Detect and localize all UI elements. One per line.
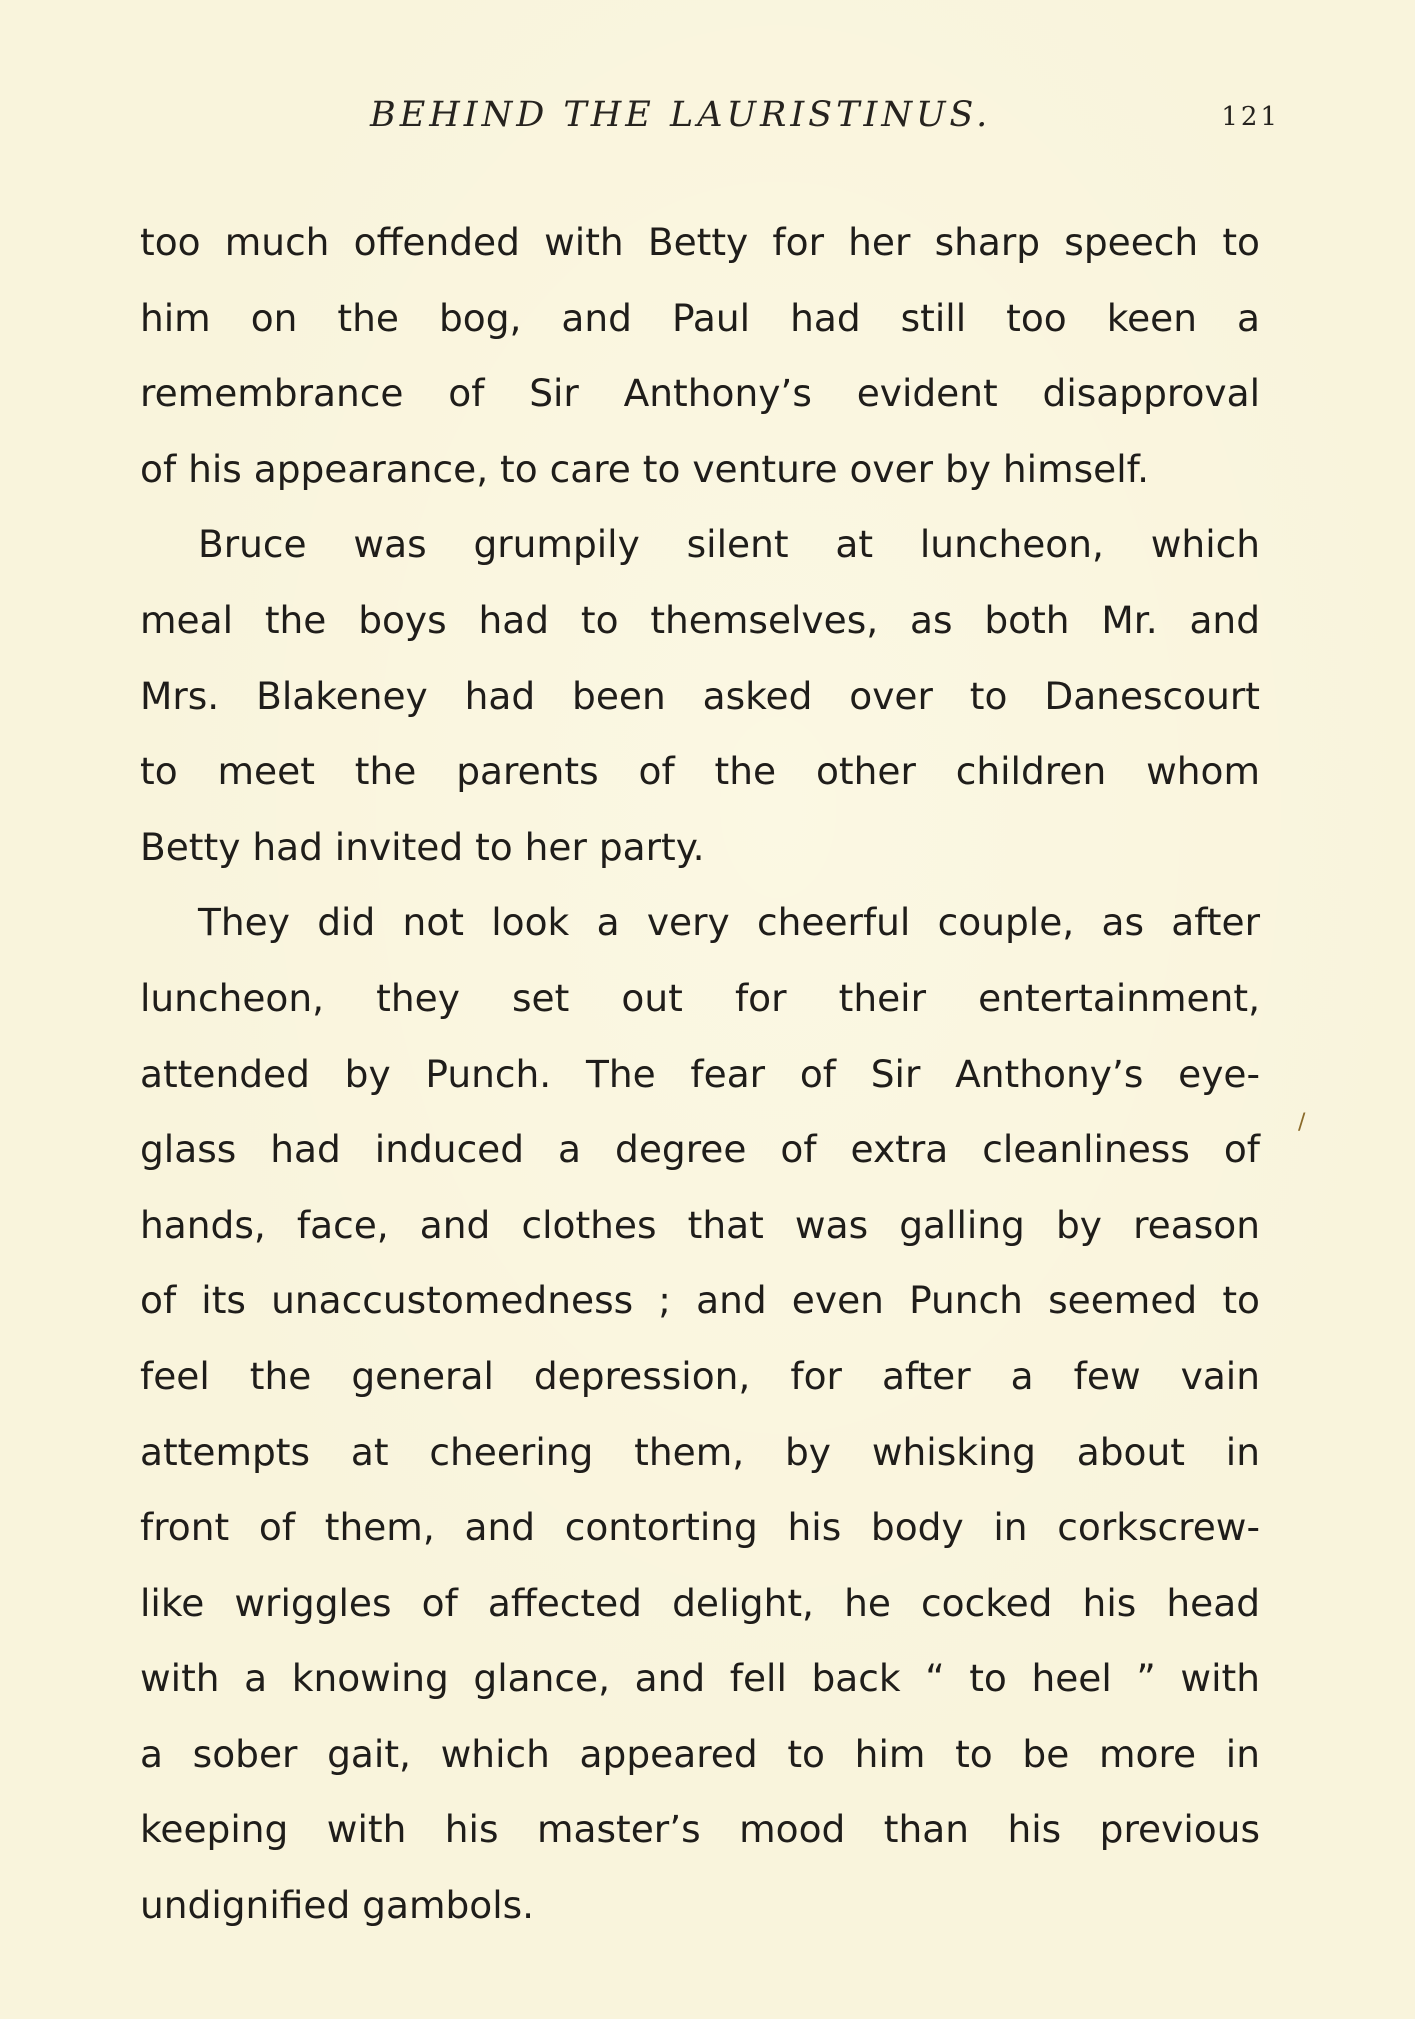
paragraph-last-line: Betty had invited to her party. bbox=[140, 824, 705, 869]
text-line: meal the boys had to themselves, as both Mr. and bbox=[140, 597, 1260, 642]
text-line: keeping with his master’s mood than his previous bbox=[140, 1807, 1260, 1852]
text-line: too much offended with Betty for her sharp speech to bbox=[140, 220, 1260, 264]
text-line: attended by Punch. The fear of Sir Anthony’s eye- bbox=[140, 1051, 1260, 1096]
text-line: luncheon, they set out for their entertainment, bbox=[140, 975, 1260, 1020]
text-line: hands, face, and clothes that was galling by reason bbox=[140, 1202, 1260, 1247]
text-line: him on the bog, and Paul had still too keen a bbox=[140, 295, 1260, 340]
body-text bbox=[140, 205, 1260, 1944]
text-line: of his appearance, to care to venture over by himself. bbox=[140, 446, 1150, 491]
text-line: a sober gait, which appeared to him to be more in bbox=[140, 1731, 1260, 1776]
text-line: Mrs. Blakeney had been asked over to Danescourt bbox=[140, 673, 1260, 718]
text-line: attempts at cheering them, by whisking about in bbox=[140, 1429, 1260, 1474]
page-number: 121 bbox=[1221, 102, 1280, 132]
text-line: of its unaccustomedness ; and even Punch seemed to bbox=[140, 1278, 1260, 1323]
paragraph-last-line: undignified gambols. bbox=[140, 1883, 535, 1928]
text-line: like wriggles of affected delight, he cocked his head bbox=[140, 1580, 1260, 1625]
text-line: feel the general depression, for after a few vain bbox=[140, 1353, 1260, 1398]
paragraph-first-line: Bruce was grumpily silent at luncheon, which bbox=[198, 522, 1260, 567]
page-header bbox=[140, 90, 1280, 140]
margin-mark: / bbox=[1298, 1110, 1306, 1135]
running-title: BEHIND THE LAURISTINUS. bbox=[370, 95, 992, 135]
text-line: with a knowing glance, and fell back “ to heel ” with bbox=[140, 1656, 1260, 1701]
text-line: to meet the parents of the other children whom bbox=[140, 749, 1260, 794]
paragraph-first-line: They did not look a very cheerful couple, as after bbox=[198, 900, 1260, 945]
text-line: front of them, and contorting his body in corkscrew- bbox=[140, 1505, 1260, 1550]
text-line: glass had induced a degree of extra cleanliness of bbox=[140, 1127, 1260, 1172]
text-line: remembrance of Sir Anthony’s evident disapproval bbox=[140, 371, 1260, 416]
